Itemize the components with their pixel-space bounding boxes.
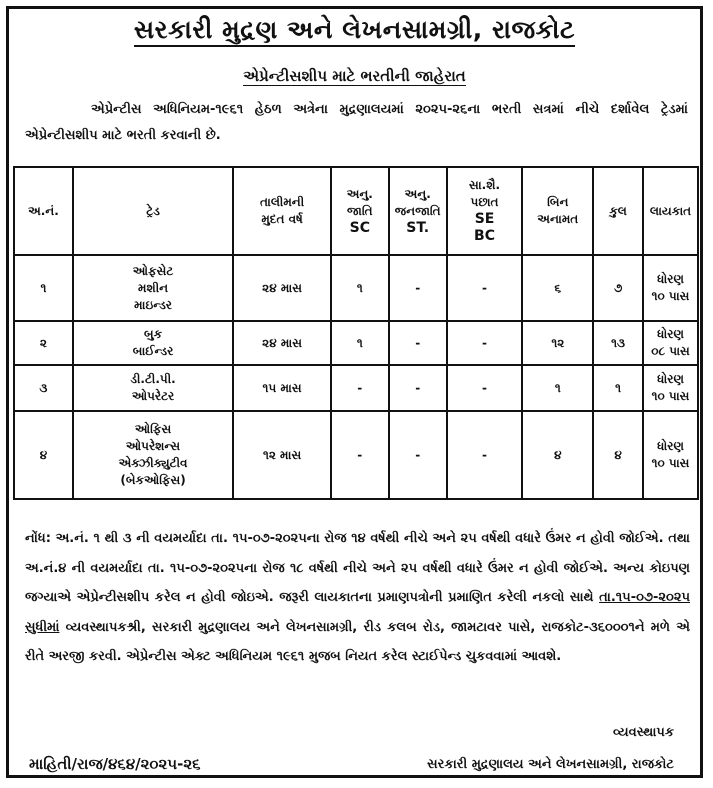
page-title: સરકારી મુદ્રણ અને લેખનસામગ્રી, રાજકોટ	[9, 15, 700, 45]
header-sebc: સા.શૈ. પછાત SE BC	[447, 167, 523, 255]
header-duration: તાલીમની મુદત વર્ષ	[233, 167, 331, 255]
cell-general: ૪	[522, 411, 593, 499]
note-paragraph: નોંધ: અ.નં. ૧ થી ૩ ની વયમર્યાદા તા. ૧૫-૦૭-૨૦૨૫ના રોજ ૧૪ વર્ષથી નીચે અને ૨૫ વર્ષથી વધારે ઉંમર ન હોવી જોઈએ. તથા અ.નં.૪ ની વયમર્યાદા તા. ૧૫-૦૭-૨૦૨૫ના રોજ ૧૮ વર્ષથી નીચે અને ૨૫ વર્ષથી વધારે ઉંમર ન હોવી જોઈએ. અન્ય કોઇપણ જગ્યાએ એપ્રેન્ટીસશીપ કરેલ ન હોવી જોઇએ. જરૂરી લાયકાતના પ્રમાણપત્રોની પ્રમાણિત કરેલી નકલો સાથે તા.૧૫-૦૭-૨૦૨૫ સુધીમાં વ્યવસ્થાપકશ્રી, સરકારી મુદ્રણાલય અને લેખનસામગ્રી, રીડ કલબ રોડ, જામટાવર પાસે, રાજકોટ-૩૬૦૦૦૧ને મળે એ રીતે અરજી કરવી. એપ્રેન્ટીસ એક્ટ અધિનિયમ ૧૯૬૧ મુજબ નિયત કરેલ સ્ટાઈપેન્ડ ચુકવવામાં આવશે.	[25, 531, 690, 664]
cell-st: -	[389, 365, 447, 411]
cell-trade: ઓફિસ ઓપરેશન્સ એક્ઝીક્યુટીવ (બેકઓફિસ)	[73, 411, 233, 499]
cell-general: ૬	[522, 255, 593, 321]
cell-duration: ૨૪ માસ	[233, 321, 331, 365]
advertisement-frame	[6, 6, 703, 778]
signatory-title: વ્યવસ્થાપક	[613, 725, 674, 740]
cell-general: ૧	[522, 365, 593, 411]
cell-sebc: -	[447, 321, 523, 365]
cell-total: ૧૩	[593, 321, 643, 365]
cell-sr: ૨	[14, 321, 73, 365]
cell-duration: ૧૫ માસ	[233, 365, 331, 411]
cell-qualification: ધોરણ ૧૦ પાસ	[643, 255, 698, 321]
reference-number: માહિતી/રાજ/૪૬૪/૨૦૨૫-૨૬	[29, 755, 201, 773]
header-general: બિન અનામત	[522, 167, 593, 255]
cell-sc: -	[331, 365, 389, 411]
intro-paragraph: એપ્રેન્ટીસ અધિનિયમ-૧૯૬૧ હેઠળ અત્રેના મુદ્રણાલયમાં ૨૦૨૫-૨૬ના ભરતી સત્રમાં નીચે દર્શાવેલ ટ્રેડમાં એપ્રેન્ટીસશીપ માટે ભરતી કરવાની છે.	[25, 102, 688, 143]
header-st: અનુ. જનજાતિ ST.	[389, 167, 447, 255]
table-header-row	[14, 167, 698, 255]
cell-trade: ડી.ટી.પી. ઓપરેટર	[73, 365, 233, 411]
cell-sc: -	[331, 411, 389, 499]
header-trade: ટ્રેડ	[73, 167, 233, 255]
header-total: કુલ	[593, 167, 643, 255]
header-qualification: લાયકાત	[643, 167, 698, 255]
cell-sebc: -	[447, 411, 523, 499]
trades-table	[13, 166, 699, 500]
table-row	[14, 365, 698, 411]
cell-sr: ૪	[14, 411, 73, 499]
deadline-date: તા.૧૫-૦૭-૨૦૨૫ સુધીમાં	[25, 590, 690, 635]
cell-qualification: ધોરણ ૧૦ પાસ	[643, 365, 698, 411]
header-sr: અ.નં.	[14, 167, 73, 255]
header-sc: અનુ. જાતિ SC	[331, 167, 389, 255]
table-row	[14, 411, 698, 499]
cell-st: -	[389, 411, 447, 499]
cell-total: ૪	[593, 411, 643, 499]
cell-sc: ૧	[331, 321, 389, 365]
cell-sebc: -	[447, 365, 523, 411]
cell-sr: ૩	[14, 365, 73, 411]
cell-st: -	[389, 321, 447, 365]
cell-st: -	[389, 255, 447, 321]
cell-trade: બુક બાઈન્ડર	[73, 321, 233, 365]
page-subtitle: એપ્રેન્ટીસશીપ માટે ભરતીની જાહેરાત	[243, 67, 466, 85]
cell-duration: ૧૨ માસ	[233, 411, 331, 499]
table-row	[14, 255, 698, 321]
cell-trade: ઓફસેટ મશીન માઇન્ડર	[73, 255, 233, 321]
cell-general: ૧૨	[522, 321, 593, 365]
cell-sc: ૧	[331, 255, 389, 321]
office-name: સરકારી મુદ્રણાલય અને લેખનસામગ્રી, રાજકોટ	[427, 757, 674, 772]
cell-duration: ૨૪ માસ	[233, 255, 331, 321]
table-row	[14, 321, 698, 365]
cell-qualification: ધોરણ ૧૦ પાસ	[643, 411, 698, 499]
cell-qualification: ધોરણ ૦૮ પાસ	[643, 321, 698, 365]
cell-total: ૧	[593, 365, 643, 411]
cell-total: ૭	[593, 255, 643, 321]
cell-sr: ૧	[14, 255, 73, 321]
cell-sebc: -	[447, 255, 523, 321]
